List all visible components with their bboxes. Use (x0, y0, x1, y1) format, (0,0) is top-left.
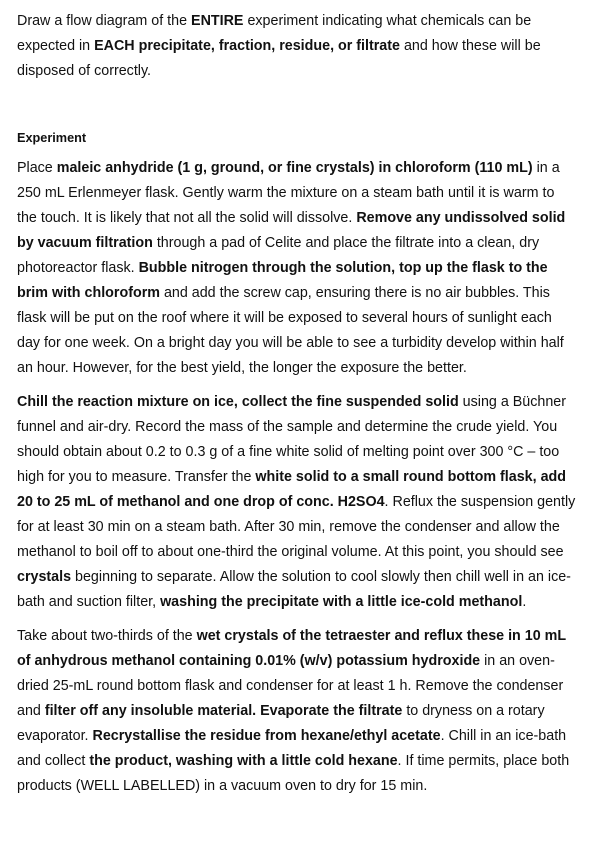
procedure-paragraph-2 (17, 390, 577, 615)
intro-bold-each: EACH precipitate, fraction, residue, or filtrate (94, 38, 400, 54)
p2-bold: white solid to a small round bottom flask, add 20 to 25 mL of methanol and one drop of conc. H2SO4 (17, 469, 566, 510)
p3-text: Take about two-thirds of the (17, 628, 197, 644)
p1-text: Place (17, 160, 57, 176)
p3-text: . Chill in an ice-bath and collect (17, 728, 567, 769)
experiment-heading: Experiment (17, 131, 87, 145)
procedure-paragraph-1 (17, 156, 577, 381)
p2-bold: washing the precipitate with a little ice-cold methanol (160, 594, 523, 610)
p2-text: . Reflux the suspension gently for at least 30 min on a steam bath. After 30 min, remove the condenser and allow the methanol to boil off to about one-third the original volume. At this point, you should see (17, 494, 576, 560)
p1-text: in a 250 mL Erlenmeyer flask. Gently warm the mixture on a steam bath until it is warm to the touch. It is likely that not all the solid will dissolve. (17, 160, 560, 226)
p1-bold: Remove any undissolved solid by vacuum filtration (17, 210, 566, 251)
p2-bold: crystals (17, 569, 72, 585)
intro-text-3: and how these will be disposed of correctly. (17, 38, 541, 79)
procedure-paragraph-3 (17, 624, 577, 799)
p3-bold: Recrystallise the residue from hexane/ethyl acetate (92, 728, 441, 744)
intro-text-1: Draw a flow diagram of the (17, 13, 192, 29)
p3-text: . If time permits, place both products (WELL LABELLED) in a vacuum oven to dry for 15 min. (17, 753, 570, 794)
p3-text: in an oven-dried 25-mL round bottom flask and condenser for at least 1 h. Remove the condenser and (17, 653, 564, 719)
p1-text: through a pad of Celite and place the filtrate into a clean, dry photoreactor flask. (17, 235, 540, 276)
p3-text: to dryness on a rotary evaporator. (17, 703, 545, 744)
p2-text: . (522, 594, 527, 610)
p3-bold: the product, washing with a little cold hexane (89, 753, 398, 769)
p2-bold: Chill the reaction mixture on ice, collect the fine suspended solid (17, 394, 459, 410)
p1-bold: maleic anhydride (1 g, ground, or fine crystals) in chloroform (110 mL) (56, 160, 533, 176)
p1-text: and add the screw cap, ensuring there is no air bubbles. This flask will be put on the roof where it will be exposed to several hours of sunlight each day for one week. On a bright day you will be able to see a turbidity develop within half an hour. However, for the best yield, the longer the exposure the better. (17, 285, 564, 376)
p1-bold: Bubble nitrogen through the solution, top up the flask to the brim with chloroform (17, 260, 548, 301)
p2-text: beginning to separate. Allow the solution to cool slowly then chill well in an ice-bath and suction filter, (17, 569, 571, 610)
p3-bold: filter off any insoluble material. Evaporate the filtrate (44, 703, 403, 719)
p3-bold: wet crystals of the tetraester and reflux these in 10 mL of anhydrous methanol containing 0.01% (w/v) potassium hydroxide (17, 628, 566, 669)
document-page (17, 9, 577, 799)
p2-text: using a Büchner funnel and air-dry. Record the mass of the sample and determine the crude yield. You should obtain about 0.2 to 0.3 g of a fine white solid of melting point over 300 °C – too high for you to measure. Transfer the (17, 394, 566, 485)
intro-text-2: experiment indicating what chemicals can be expected in (17, 13, 532, 54)
instructions-paragraph (17, 9, 577, 84)
intro-bold-entire: ENTIRE (191, 13, 244, 29)
